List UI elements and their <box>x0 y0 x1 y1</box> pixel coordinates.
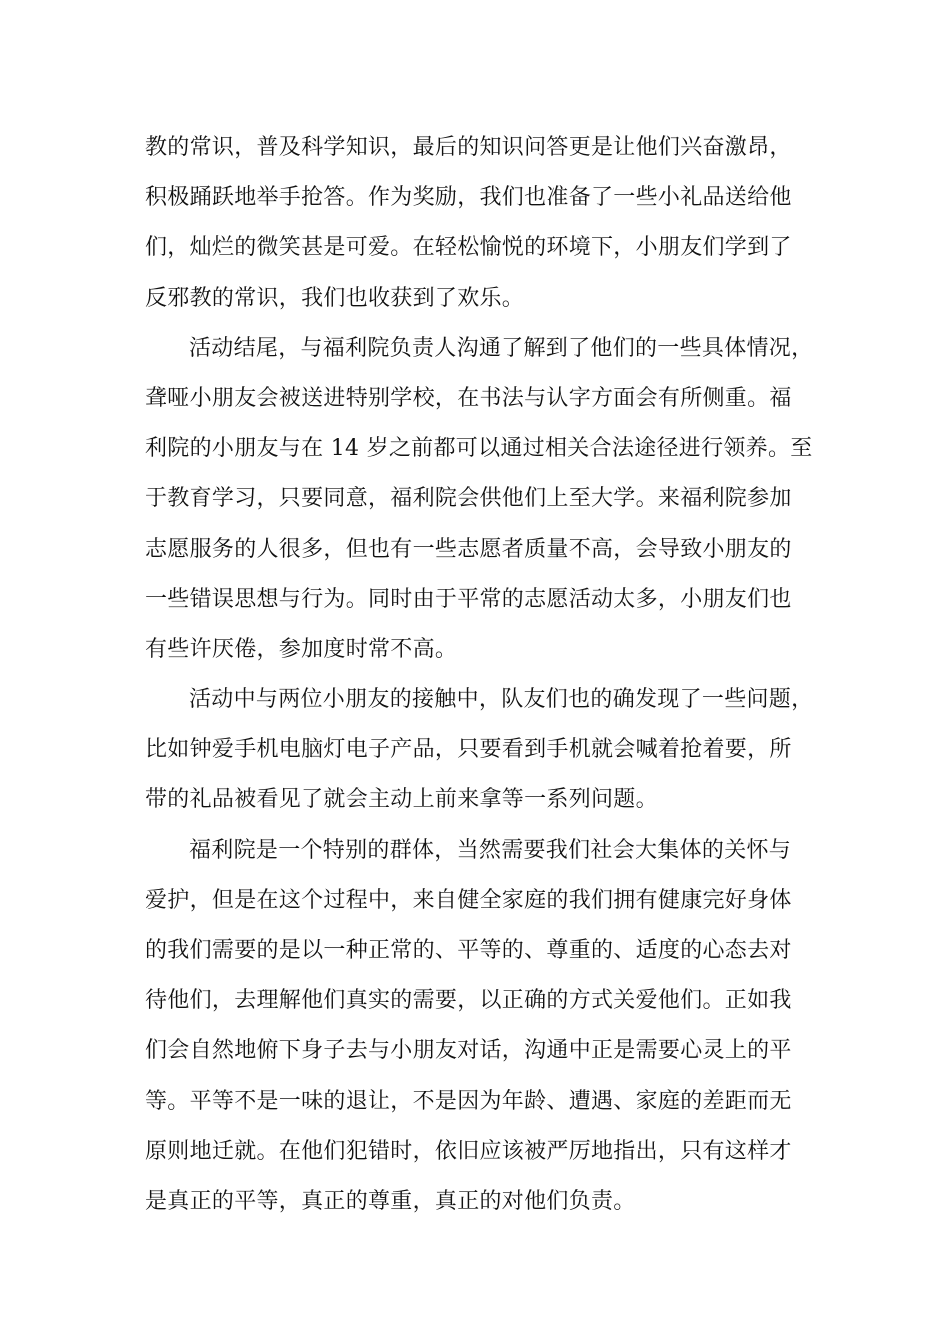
text-line: 有些许厌倦，参加度时常不高。 <box>145 636 458 662</box>
text-line: 教的常识，普及科学知识，最后的知识问答更是让他们兴奋激昂， <box>145 135 792 160</box>
text-line: 们，灿烂的微笑甚是可爱。在轻松愉悦的环境下，小朋友们学到了 <box>145 235 792 261</box>
body-text <box>145 123 814 1227</box>
text-line: 比如钟爱手机电脑灯电子产品，只要看到手机就会喊着抢着要，所 <box>145 737 792 763</box>
paragraph-first-line: 福利院是一个特别的群体，当然需要我们社会大集体的关怀与 <box>189 837 792 863</box>
text-line: 积极踊跃地举手抢答。作为奖励，我们也准备了一些小礼品送给他 <box>145 185 792 211</box>
text-line: 的我们需要的是以一种正常的、平等的、尊重的、适度的心态去对 <box>145 938 792 963</box>
text-line: 反邪教的常识，我们也收获到了欢乐。 <box>145 285 525 311</box>
text-line: 是真正的平等，真正的尊重，真正的对他们负责。 <box>145 1188 636 1214</box>
text-line: 一些错误思想与行为。同时由于平常的志愿活动太多，小朋友们也 <box>145 586 792 612</box>
text-line: 带的礼品被看见了就会主动上前来拿等一系列问题。 <box>145 787 658 813</box>
text-line: 志愿服务的人很多，但也有一些志愿者质量不高，会导致小朋友的 <box>145 536 792 562</box>
text-line: 于教育学习，只要同意，福利院会供他们上至大学。来福利院参加 <box>145 486 792 512</box>
text-line: 利院的小朋友与在 14 岁之前都可以通过相关合法途径进行领养。至 <box>145 436 813 462</box>
text-line: 待他们，去理解他们真实的需要，以正确的方式关爱他们。正如我 <box>145 988 792 1014</box>
text-line: 原则地迁就。在他们犯错时，依旧应该被严厉地指出，只有这样才 <box>145 1138 792 1164</box>
text-line: 们会自然地俯下身子去与小朋友对话，沟通中正是需要心灵上的平 <box>145 1038 792 1064</box>
paragraph-first-line: 活动中与两位小朋友的接触中，队友们也的确发现了一些问题， <box>189 687 814 713</box>
text-line: 聋哑小朋友会被送进特别学校，在书法与认字方面会有所侧重。福 <box>145 385 792 411</box>
text-line: 等。平等不是一味的退让，不是因为年龄、遭遇、家庭的差距而无 <box>145 1088 792 1114</box>
paragraph-first-line: 活动结尾，与福利院负责人沟通了解到了他们的一些具体情况， <box>189 335 814 361</box>
text-line: 爱护，但是在这个过程中，来自健全家庭的我们拥有健康完好身体 <box>145 887 792 913</box>
